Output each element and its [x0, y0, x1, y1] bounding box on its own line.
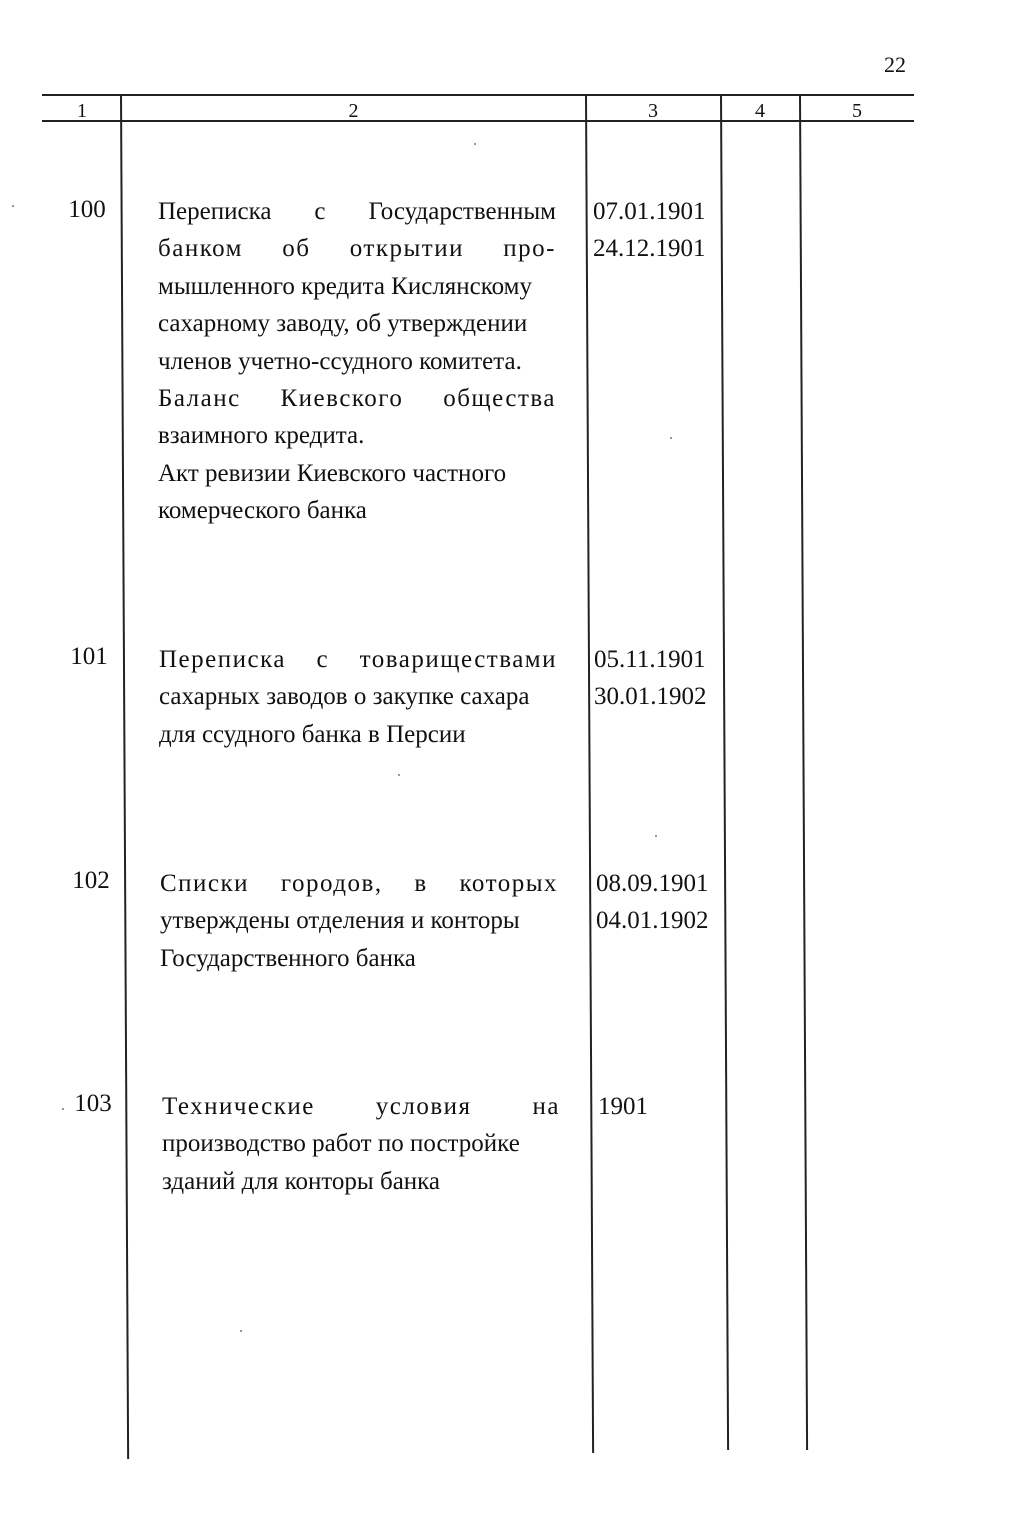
column-header-1: 1 — [77, 100, 87, 122]
column-header-4: 4 — [755, 100, 765, 122]
row-dates — [598, 1088, 648, 1125]
row-dates — [593, 193, 706, 268]
row-title — [160, 865, 558, 977]
row-title — [162, 1088, 560, 1200]
table-top-rule — [42, 94, 914, 96]
title-line: сахарных заводов о закупке сахара — [159, 683, 530, 711]
scan-speck — [655, 835, 657, 837]
date: 1901 — [598, 1093, 648, 1120]
title-line: сахарному заводу, об утверждении — [158, 310, 528, 338]
row-title — [158, 193, 556, 530]
title-line: членов учетно-ссудного комитета. — [158, 347, 522, 375]
column-header-3: 3 — [648, 100, 658, 122]
title-line: зданий для конторы банка — [162, 1167, 441, 1195]
title-line: Переписка с товариществами — [159, 646, 557, 673]
row-number: 103 — [74, 1090, 112, 1117]
title-line: Акт ревизии Киевского частного — [158, 459, 507, 487]
column-divider-3-4 — [720, 95, 729, 1450]
scan-speck — [398, 774, 400, 776]
end-date: 24.12.1901 — [593, 235, 706, 263]
column-header-5: 5 — [852, 100, 862, 122]
start-date: 05.11.1901 — [594, 646, 706, 673]
start-date: 07.01.1901 — [593, 198, 706, 225]
row-title — [159, 641, 557, 753]
title-line: утверждены отделения и конторы — [160, 907, 520, 935]
title-line: банком об открытии про- — [158, 235, 556, 263]
column-divider-1-2 — [120, 95, 129, 1459]
column-divider-4-5 — [799, 95, 808, 1450]
scan-speck — [12, 205, 14, 207]
end-date: 04.01.1902 — [596, 907, 709, 935]
scan-speck — [474, 143, 476, 145]
scan-speck — [62, 1108, 64, 1110]
title-line: Баланс Киевского общества — [158, 384, 556, 412]
row-number: 101 — [70, 643, 108, 670]
row-dates — [596, 865, 709, 940]
row-number: 102 — [72, 867, 110, 894]
row-number: 100 — [68, 196, 106, 223]
start-date: 08.09.1901 — [596, 870, 709, 897]
title-line: Технические условия на — [162, 1093, 560, 1120]
title-line: мышленного кредита Кислянскому — [158, 272, 532, 300]
row-dates — [594, 641, 707, 716]
scan-speck — [240, 1330, 242, 1332]
title-line: для ссудного банка в Персии — [159, 720, 466, 748]
column-divider-2-3 — [585, 95, 594, 1453]
title-line: производство работ по постройке — [162, 1130, 520, 1158]
title-line: Государственного банка — [160, 944, 416, 972]
title-line: комерческого банка — [158, 497, 367, 525]
page-number: 22 — [884, 52, 906, 77]
title-line: взаимного кредита. — [158, 422, 365, 450]
title-line: Списки городов, в которых — [160, 870, 558, 897]
column-header-2: 2 — [348, 100, 359, 122]
title-line: Переписка с Государственным — [158, 198, 556, 225]
scan-speck — [670, 437, 672, 439]
end-date: 30.01.1902 — [594, 683, 707, 711]
